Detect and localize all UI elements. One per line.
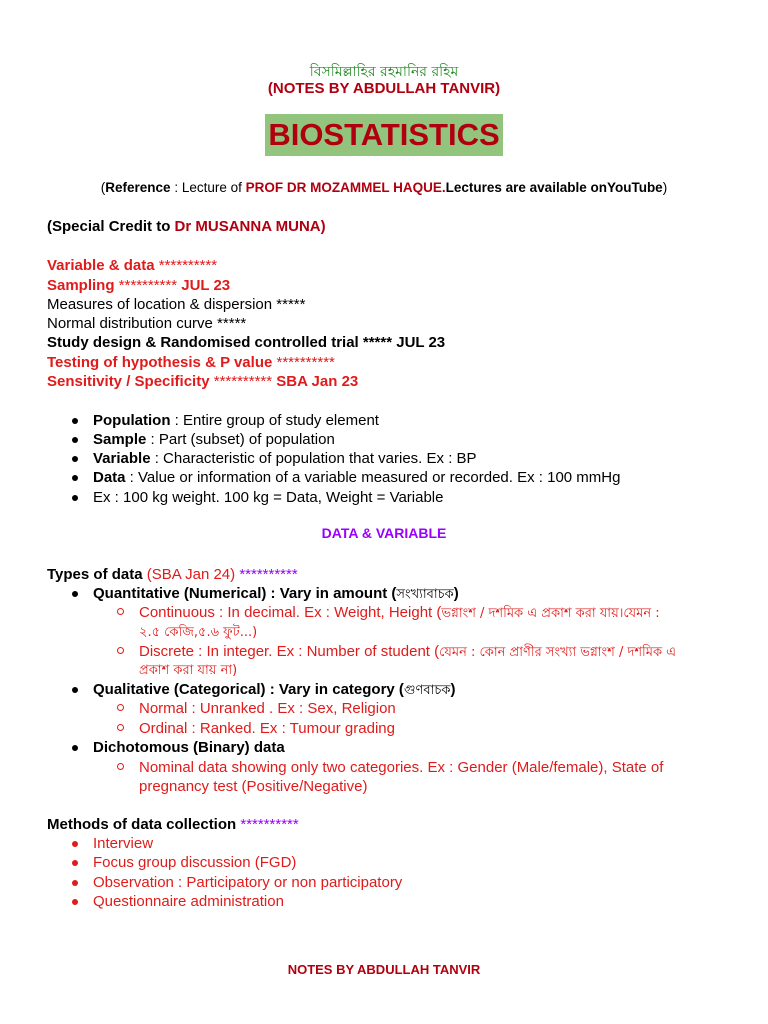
bullet-icon — [72, 418, 78, 424]
methods-heading: Methods of data collection ********** — [47, 816, 299, 833]
section-heading: DATA & VARIABLE — [321, 525, 447, 541]
method-item: Observation : Participatory or non participatory — [93, 874, 403, 891]
method-item: Focus group discussion (FGD) — [93, 854, 297, 871]
nominal-item: Nominal data showing only two categories. Ex : Gender (Male/female), State of — [139, 759, 664, 776]
page-title: BIOSTATISTICS — [265, 114, 502, 156]
bullet-icon — [72, 437, 78, 443]
title-wrapper — [0, 114, 768, 156]
quantitative-item: Quantitative (Numerical) : Vary in amount (সংখ্যাবাচক) — [93, 585, 459, 602]
qualitative-item: Qualitative (Categorical) : Vary in category (গুণবাচক) — [93, 681, 456, 698]
topic-line: Sampling ********** JUL 23 — [47, 277, 231, 294]
discrete-item: Discrete : In integer. Ex : Number of student (যেমন : কোন প্রাণীর সংখ্যা ভগ্নাংশ / দশমিক এ — [139, 643, 677, 660]
continuous-item: Continuous : In decimal. Ex : Weight, Height (ভগ্নাংশ / দশমিক এ প্রকাশ করা যায়।যেমন : — [139, 604, 660, 621]
definition-item: Variable : Characteristic of population that varies. Ex : BP — [93, 450, 477, 467]
nominal-item-cont: pregnancy test (Positive/Negative) — [139, 778, 368, 795]
bullet-icon — [72, 899, 78, 905]
definition-item: Population : Entire group of study element — [93, 412, 379, 429]
reference-label: Reference — [105, 180, 171, 195]
bullet-icon — [72, 591, 78, 597]
circle-bullet-icon — [117, 724, 124, 731]
topic-line: Normal distribution curve ***** — [47, 315, 247, 332]
definition-item: Ex : 100 kg weight. 100 kg = Data, Weight = Variable — [93, 489, 444, 506]
definition-item: Data : Value or information of a variable measured or recorded. Ex : 100 mmHg — [93, 469, 621, 486]
circle-bullet-icon — [117, 763, 124, 770]
bullet-icon — [72, 687, 78, 693]
bullet-icon — [72, 745, 78, 751]
special-credit: (Special Credit to Dr MUSANNA MUNA) — [47, 218, 326, 235]
definition-item: Sample : Part (subset) of population — [93, 431, 335, 448]
dichotomous-item: Dichotomous (Binary) data — [93, 739, 285, 756]
professor-name: PROF DR MOZAMMEL HAQUE. — [245, 180, 446, 195]
method-item: Questionnaire administration — [93, 893, 284, 910]
bullet-icon — [72, 841, 78, 847]
bullet-icon — [72, 475, 78, 481]
notes-by-heading: (NOTES BY ABDULLAH TANVIR) — [267, 80, 501, 97]
method-item: Interview — [93, 835, 154, 852]
bullet-icon — [72, 860, 78, 866]
circle-bullet-icon — [117, 647, 124, 654]
discrete-item-cont: প্রকাশ করা যায় না) — [139, 663, 238, 678]
bullet-icon — [72, 495, 78, 501]
reference-line: (Reference : Lecture of PROF DR MOZAMMEL HAQUE.Lectures are available onYouTube) — [100, 180, 668, 195]
topic-line: Measures of location & dispersion ***** — [47, 296, 306, 313]
ordinal-item: Ordinal : Ranked. Ex : Tumour grading — [139, 720, 395, 737]
circle-bullet-icon — [117, 608, 124, 615]
topic-line: Study design & Randomised controlled trial ***** JUL 23 — [47, 334, 446, 351]
bismillah-heading: বিসমিল্লাহির রহমানির রহিম — [309, 64, 459, 80]
normal-item: Normal : Unranked . Ex : Sex, Religion — [139, 700, 396, 717]
footer-notes: NOTES BY ABDULLAH TANVIR — [287, 962, 481, 977]
topic-line: Sensitivity / Specificity ********** SBA Jan 23 — [47, 373, 359, 390]
credit-name: Dr MUSANNA MUNA) — [174, 218, 326, 235]
topic-line: Testing of hypothesis & P value ********** — [47, 354, 335, 371]
types-of-data-heading: Types of data (SBA Jan 24) ********** — [47, 566, 298, 583]
topic-line: Variable & data ********** — [47, 257, 218, 274]
bullet-icon — [72, 880, 78, 886]
circle-bullet-icon — [117, 704, 124, 711]
continuous-item-cont: ২.৫ কেজি,৫.৬ ফুট...) — [139, 625, 258, 640]
bullet-icon — [72, 456, 78, 462]
